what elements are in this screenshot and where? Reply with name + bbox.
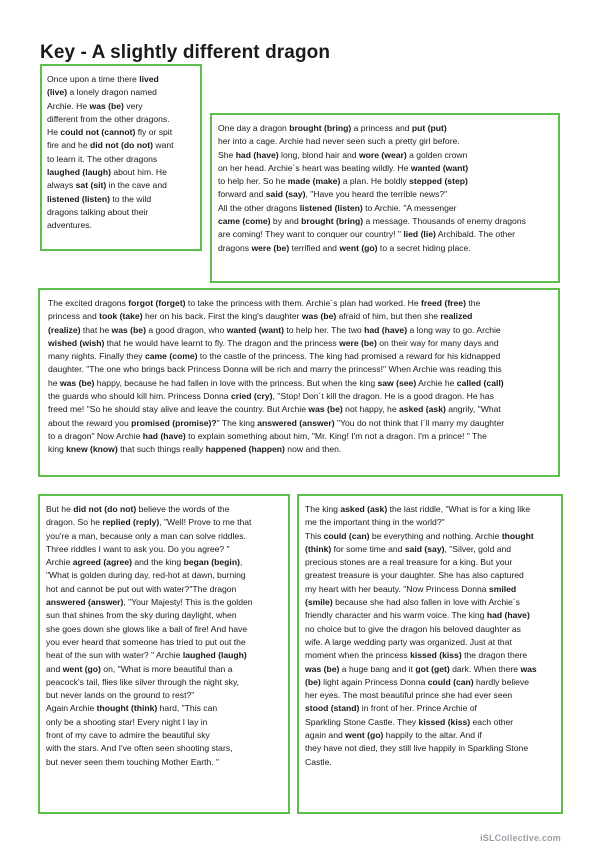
story-line: [48, 430, 552, 443]
text-segment: he: [48, 377, 60, 388]
answer-verb: thought (think): [96, 703, 158, 714]
text-segment: with the stars. And I've often seen shooting stars,: [46, 743, 233, 754]
text-segment: a golden crown: [406, 149, 468, 160]
story-line: [47, 179, 196, 192]
story-line: [48, 417, 552, 430]
answer-verb: did not (do not): [73, 504, 137, 514]
text-segment: Three riddles I want to ask you. Do you agree? ": [46, 543, 230, 554]
text-segment: are coming! They want to conquer our country! ": [218, 229, 404, 240]
text-segment: but never seen them touching Mother Earth. ": [46, 756, 220, 767]
answer-verb: smiled: [488, 583, 517, 594]
text-segment: be everything and nothing. Archie: [369, 530, 502, 541]
answer-verb: cried (cry): [230, 391, 273, 402]
text-segment: sun that shines from the sky during daylight, when: [46, 610, 237, 621]
answer-verb: answered (answer): [257, 417, 335, 428]
answer-verb: had (have): [235, 149, 279, 160]
text-segment: Archibald. The other: [435, 229, 516, 240]
story-box-2: [210, 113, 560, 283]
answer-verb: was (be): [111, 324, 146, 335]
story-line: [218, 228, 554, 241]
story-line: [305, 569, 557, 582]
answer-verb: could (can): [427, 676, 474, 687]
answer-verb: sat (sit): [75, 180, 107, 191]
story-line: [47, 113, 196, 126]
text-segment: precious stones are a real treasure for a king. But your: [305, 557, 513, 568]
text-segment: and: [46, 663, 63, 674]
story-line: [305, 609, 557, 622]
text-segment: to the castle of the princess. The king had promised a reward for his kidnapped: [197, 351, 501, 362]
story-line: [305, 742, 557, 755]
text-segment: many nights. Finally they: [48, 351, 145, 362]
text-segment: by and: [270, 216, 302, 227]
text-segment: about the reward you: [48, 417, 132, 428]
text-segment: now and then.: [284, 444, 342, 455]
answer-verb: stood (stand): [305, 703, 360, 714]
text-segment: dark. When there: [449, 663, 521, 674]
story-line: [305, 676, 557, 689]
story-line: [305, 623, 557, 636]
story-line: [305, 702, 557, 715]
text-segment: Archie he: [416, 377, 457, 388]
answer-verb: had (have): [364, 324, 408, 335]
answer-verb: wanted (want): [410, 162, 469, 173]
story-line: [305, 516, 557, 529]
text-segment: very: [123, 100, 143, 111]
story-line: [305, 583, 557, 596]
answer-verb: (be): [305, 676, 321, 687]
story-line: [47, 126, 196, 139]
text-segment: long, blond hair and: [278, 149, 359, 160]
story-line: [305, 716, 557, 729]
story-line: [305, 636, 557, 649]
answer-verb: were (be): [251, 242, 290, 253]
answer-verb: thought: [501, 530, 534, 541]
story-line: [218, 215, 554, 228]
story-line: [305, 649, 557, 662]
text-segment: a long way to go. Archie: [407, 324, 501, 335]
text-segment: they have not died, they still live happily in Sparkling Stone: [305, 743, 529, 754]
text-segment: about him. He: [110, 167, 167, 178]
text-segment: dragons: [218, 242, 252, 253]
text-segment: Castle.: [305, 756, 332, 767]
text-segment: only be a shooting star! Every night I lay in: [46, 716, 208, 727]
text-segment: daughter. "The one who brings back Princess Donna will be rich and marry the princess!" When Archie was reading this: [48, 364, 502, 375]
text-segment: angrily, "What: [445, 404, 501, 415]
story-line: [47, 219, 196, 232]
text-segment: on, "What is more beautiful than a: [100, 663, 233, 674]
story-line: [46, 516, 284, 529]
story-line: [48, 443, 552, 456]
answer-verb: had (have): [142, 430, 186, 441]
text-segment: a plan. He boldly: [340, 176, 410, 187]
text-segment: to a dragon" Now Archie: [48, 430, 143, 441]
story-line: [46, 689, 284, 702]
text-segment: always: [47, 180, 76, 191]
text-segment: One day a dragon: [218, 123, 290, 133]
answer-verb: was (be): [89, 100, 124, 111]
answer-verb: wanted (want): [226, 324, 284, 335]
story-line: [46, 503, 284, 516]
story-line: [48, 350, 552, 363]
text-segment: moment when the princess: [305, 650, 411, 661]
text-segment: front of my cave to admire the beautiful sky: [46, 730, 210, 741]
answer-verb: put (put): [411, 123, 447, 133]
answer-verb: laughed (laugh): [182, 650, 247, 661]
story-line: [48, 297, 552, 310]
answer-verb: realized: [440, 311, 473, 322]
story-line: [305, 556, 557, 569]
story-line: [48, 310, 552, 323]
text-segment: she goes down she glows like a ball of fire! And have: [46, 623, 248, 634]
text-segment: a lonely dragon named: [67, 87, 157, 98]
story-line: [48, 337, 552, 350]
answer-verb: happened (happen): [205, 444, 285, 455]
story-line: [46, 569, 284, 582]
story-line: [218, 149, 554, 162]
story-line: [305, 756, 557, 769]
story-line: [218, 122, 554, 135]
text-segment: He: [47, 127, 61, 138]
text-segment: that such things really: [117, 444, 206, 455]
answer-verb: knew (know): [66, 444, 118, 455]
text-segment: friendly character and his warm voice. The king: [305, 610, 487, 621]
text-segment: in the cave and: [106, 180, 167, 191]
text-segment: dragons talking about their: [47, 206, 149, 217]
text-segment: in front of her. Prince Archie of: [359, 703, 477, 714]
answer-verb: took (take): [99, 311, 143, 322]
answer-verb: kissed (kiss): [418, 716, 471, 727]
text-segment: "You do not think that I´ll marry my daughter: [334, 417, 505, 428]
story-line: [46, 663, 284, 676]
answer-verb: answered (answer): [46, 597, 124, 608]
text-segment: a huge bang and it: [339, 663, 416, 674]
answer-verb: said (say): [404, 543, 445, 554]
text-segment: each other: [470, 716, 514, 727]
story-line: [46, 649, 284, 662]
answer-verb: came (come): [218, 216, 271, 227]
answer-verb: agreed (agree): [72, 557, 132, 568]
text-segment: on their way for many days and: [376, 337, 499, 348]
answer-verb: kissed (kiss): [410, 650, 462, 661]
answer-verb: said (say): [265, 189, 306, 200]
story-line: [47, 166, 196, 179]
answer-verb: was: [520, 663, 537, 674]
story-line: [305, 543, 557, 556]
story-line: [46, 729, 284, 742]
story-box-4: [38, 494, 290, 814]
text-segment: "What is golden during day, red-hot at dawn, burning: [46, 570, 246, 581]
answer-verb: lived: [139, 74, 159, 84]
text-segment: She: [218, 149, 236, 160]
story-line: [46, 636, 284, 649]
answer-verb: brought (bring): [289, 123, 352, 133]
story-box-3: [38, 288, 560, 477]
story-line: [305, 596, 557, 609]
text-segment: forward and: [218, 189, 266, 200]
page-title: Key - A slightly different dragon: [40, 42, 331, 63]
text-segment: The excited dragons: [48, 298, 129, 308]
story-line: [46, 543, 284, 556]
story-line: [46, 556, 284, 569]
text-segment: for some time and: [331, 543, 405, 554]
text-segment: her into a cage. Archie had never seen such a pretty girl before.: [218, 136, 460, 147]
story-line: [305, 530, 557, 543]
text-segment: afraid of him, but then she: [336, 311, 441, 322]
story-line: [218, 242, 554, 255]
text-segment: fly or spit: [135, 127, 173, 138]
text-segment: to take the princess with them. Archie´s plan had worked. He: [185, 298, 422, 308]
story-line: [47, 193, 196, 206]
text-segment: because she had also fallen in love with Archie´s: [332, 597, 520, 608]
text-segment: me the important thing in the world?": [305, 517, 445, 528]
text-segment: fire and he: [47, 140, 90, 151]
answer-verb: was (be): [308, 404, 343, 415]
text-segment: to Archie. "A messenger: [362, 202, 457, 213]
text-segment: hard, "This can: [157, 703, 218, 714]
answer-verb: freed: [421, 298, 443, 308]
answer-verb: (think): [305, 543, 332, 554]
story-line: [46, 609, 284, 622]
answer-verb: went (go): [345, 730, 384, 741]
answer-verb: could not (cannot): [60, 127, 136, 138]
text-segment: This: [305, 530, 324, 541]
story-line: [47, 153, 196, 166]
answer-verb: wished (wish): [48, 337, 105, 348]
text-segment: her on his back. First the king's daughter: [142, 311, 302, 322]
text-segment: , "Your Majesty! This is the golden: [123, 597, 253, 608]
text-segment: , "Stop! Don´t kill the dragon. He is a good dragon. He has: [272, 391, 494, 402]
text-segment: not happy, he: [342, 404, 400, 415]
answer-verb: (free): [444, 298, 466, 308]
story-line: [46, 702, 284, 715]
story-line: [46, 596, 284, 609]
answer-verb: got (get): [415, 663, 450, 674]
story-box-1: [40, 64, 202, 251]
text-segment: believe the words of the: [136, 504, 230, 514]
answer-verb: (realize): [48, 324, 81, 335]
text-segment: Archie. He: [47, 100, 90, 111]
story-line: [48, 324, 552, 337]
text-segment: to the wild: [110, 193, 152, 204]
text-segment: that he would have learnt to fly. The dragon and the princess: [104, 337, 340, 348]
answer-verb: stepped (step): [409, 176, 468, 187]
text-segment: to explain something about him, "Mr. King! I'm not a dragon. I'm a prince! " The: [185, 430, 487, 441]
text-segment: , "Have you heard the terrible news?": [305, 189, 448, 200]
text-segment: heat of the sun with water? " Archie: [46, 650, 183, 661]
text-segment: But he: [46, 504, 74, 514]
answer-verb: was (be): [301, 311, 337, 322]
text-segment: her eyes. The most beautiful prince she had ever seen: [305, 690, 513, 701]
text-segment: to a secret hiding place.: [377, 242, 471, 253]
text-segment: the last riddle, "What is for a king like: [387, 504, 531, 514]
text-segment: terrified and: [289, 242, 340, 253]
text-segment: again and: [305, 730, 346, 741]
text-segment: dragon. So he: [46, 517, 103, 528]
answer-verb: brought (bring): [301, 216, 364, 227]
answer-verb: made (make): [287, 176, 341, 187]
text-segment: and the king: [131, 557, 184, 568]
answer-verb: asked (ask): [399, 404, 446, 415]
text-segment: hardly believe: [473, 676, 530, 687]
text-segment: but never lands on the ground to rest?": [46, 690, 195, 701]
answer-verb: laughed (laugh): [47, 167, 111, 178]
story-line: [218, 162, 554, 175]
story-line: [218, 202, 554, 215]
story-line: [46, 716, 284, 729]
text-segment: no choice but to give the dragon his beloved daughter as: [305, 623, 521, 634]
story-line: [46, 583, 284, 596]
story-line: [47, 73, 196, 86]
answer-verb: forgot (forget): [128, 298, 186, 308]
text-segment: happily to the altar. And if: [383, 730, 482, 741]
story-line: [47, 86, 196, 99]
story-line: [48, 390, 552, 403]
text-segment: Sparkling Stone Castle. They: [305, 716, 419, 727]
text-segment: greatest treasure is your daughter. She has also captured: [305, 570, 524, 581]
text-segment: king: [48, 444, 67, 455]
story-line: [218, 135, 554, 148]
story-line: [218, 175, 554, 188]
answer-verb: listened (listen): [299, 202, 363, 213]
text-segment: princess and: [48, 311, 100, 322]
story-line: [46, 756, 284, 769]
text-segment: ,: [239, 557, 243, 568]
answer-verb: replied (reply): [102, 517, 160, 528]
text-segment: Once upon a time there: [47, 74, 140, 84]
text-segment: , "Well! Prove to me that: [159, 517, 252, 528]
text-segment: happy, because he had fallen in love with the princess. But when the king: [94, 377, 378, 388]
story-box-5: [297, 494, 563, 814]
text-segment: wife. A large wedding party was organized. Just at that: [305, 636, 512, 647]
story-line: [48, 363, 552, 376]
answer-verb: called (call): [456, 377, 504, 388]
story-line: [47, 100, 196, 113]
text-segment: " The king: [216, 417, 258, 428]
answer-verb: was (be): [305, 663, 340, 674]
text-segment: Again Archie: [46, 703, 97, 714]
text-segment: hot and cannot be put out with water?"The dragon: [46, 583, 237, 594]
story-line: [48, 403, 552, 416]
answer-verb: were (be): [339, 337, 377, 348]
answer-verb: did not (do not): [90, 140, 153, 151]
answer-verb: promised (promise)?: [131, 417, 217, 428]
answer-verb: (live): [47, 87, 68, 98]
text-segment: the dragon there: [461, 650, 528, 661]
story-line: [305, 729, 557, 742]
text-segment: to help her. The two: [283, 324, 365, 335]
text-segment: peacock's tail, flies like silver through the night sky,: [46, 676, 240, 687]
text-segment: a message. Thousands of enemy dragons: [363, 216, 526, 227]
text-segment: , "Silver, gold and: [444, 543, 512, 554]
story-line: [305, 663, 557, 676]
story-line: [46, 623, 284, 636]
story-line: [305, 689, 557, 702]
text-segment: adventures.: [47, 220, 92, 231]
text-segment: that he: [80, 324, 112, 335]
text-segment: a good dragon, who: [145, 324, 227, 335]
story-line: [46, 742, 284, 755]
answer-verb: came (come): [144, 351, 198, 362]
text-segment: you ever heard that someone has tried to put out the: [46, 636, 246, 647]
text-segment: All the other dragons: [218, 202, 300, 213]
text-segment: the guards who should kill him. Princess Donna: [48, 391, 231, 402]
answer-verb: asked (ask): [340, 504, 388, 514]
text-segment: freed me! "So he should stay alive and leave the country. But Archie: [48, 404, 309, 415]
text-segment: to help her. So he: [218, 176, 288, 187]
text-segment: want: [153, 140, 174, 151]
text-segment: you're a man, because only a man can solve riddles.: [46, 530, 246, 541]
text-segment: light again Princess Donna: [320, 676, 428, 687]
text-segment: my heart with her beauty. "Now Princess Donna: [305, 583, 489, 594]
story-line: [47, 139, 196, 152]
story-line: [48, 377, 552, 390]
answer-verb: began (begin): [183, 557, 240, 568]
answer-verb: wore (wear): [358, 149, 407, 160]
text-segment: on her head. Archie´s heart was beating wildly. He: [218, 162, 411, 173]
story-line: [47, 206, 196, 219]
answer-verb: went (go): [339, 242, 378, 253]
answer-verb: had (have): [486, 610, 530, 621]
story-line: [305, 503, 557, 516]
text-segment: The king: [305, 504, 341, 514]
text-segment: to learn it. The other dragons: [47, 153, 158, 164]
answer-verb: listened (listen): [47, 193, 111, 204]
text-segment: different from the other dragons.: [47, 113, 170, 124]
answer-verb: (smile): [305, 597, 333, 608]
story-line: [218, 188, 554, 201]
story-line: [46, 676, 284, 689]
story-line: [46, 530, 284, 543]
watermark-text: iSLCollective.com: [480, 833, 561, 843]
answer-verb: went (go): [62, 663, 101, 674]
answer-verb: saw (see): [377, 377, 417, 388]
text-segment: Archie: [46, 557, 73, 568]
answer-verb: lied (lie): [403, 229, 436, 240]
text-segment: the: [465, 298, 481, 308]
answer-verb: could (can): [323, 530, 370, 541]
text-segment: a princess and: [351, 123, 412, 133]
answer-verb: was (be): [59, 377, 95, 388]
